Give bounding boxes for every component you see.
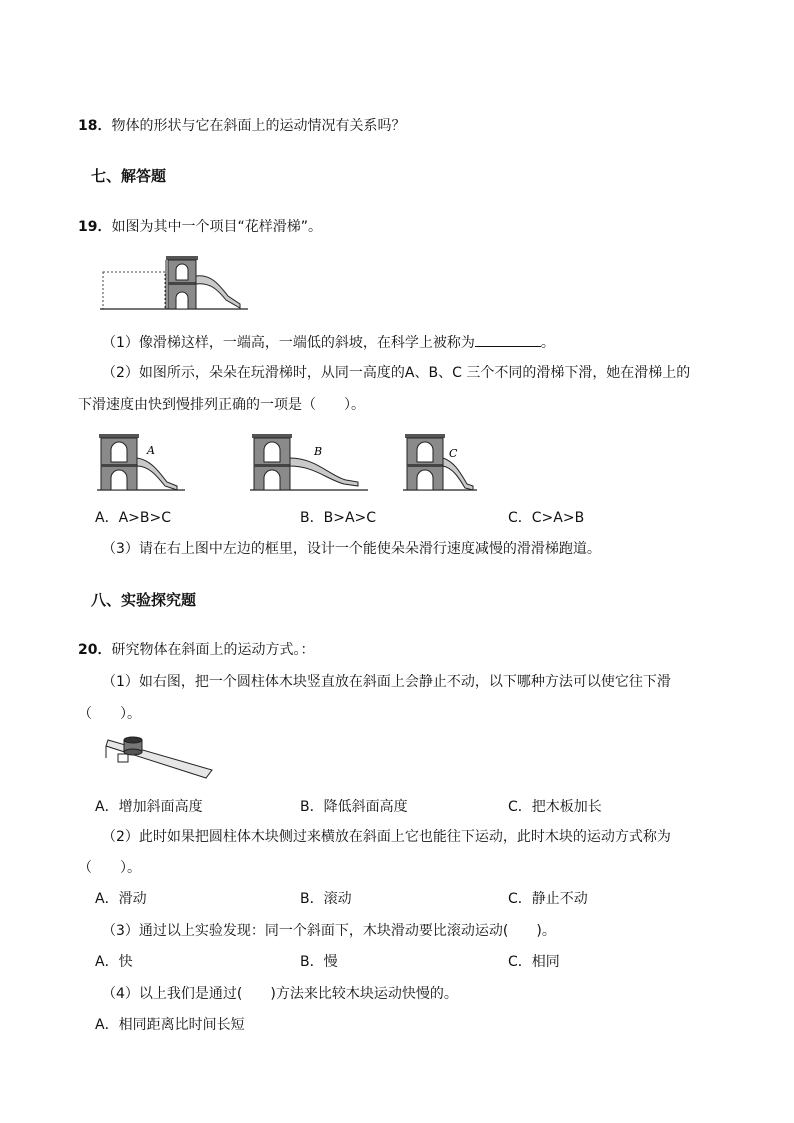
q20-sub2-option-c[interactable]: C．静止不动 [508, 891, 588, 907]
slide-label-a: A [147, 444, 155, 457]
q20-sub1-option-b[interactable]: B．降低斜面高度 [300, 799, 408, 815]
q20-sub3-option-b[interactable]: B．慢 [300, 954, 338, 970]
design-box [103, 272, 165, 309]
tower-window [176, 264, 188, 280]
incline-cylinder-figure [106, 734, 214, 780]
q20-sub1-option-a[interactable]: A．增加斜面高度 [95, 799, 203, 815]
q20-sub1-option-c[interactable]: C．把木板加长 [508, 799, 602, 815]
q19-option-c[interactable]: C．C>A>B [508, 510, 585, 526]
answer-blank[interactable] [475, 332, 541, 347]
support-block [118, 754, 128, 762]
q19-sub1: （1）像滑梯这样，一端高，一端低的斜坡，在科学上被称为 。 [102, 332, 555, 352]
slide-b-figure [250, 432, 370, 494]
q20-sub4-option-a[interactable]: A．相同距离比时间长短 [95, 1017, 245, 1033]
question-20 [78, 641, 314, 659]
q20-sub3-option-c[interactable]: C．相同 [508, 954, 560, 970]
slide-chute [196, 276, 240, 308]
q19-sub3: （3）请在右上图中左边的框里，设计一个能使朵朵滑行速度减慢的滑滑梯跑道。 [102, 541, 601, 557]
slide-with-design-box-figure [100, 252, 250, 314]
q19-option-b[interactable]: B．B>A>C [300, 510, 377, 526]
question-text: 研究物体在斜面上的运动方式。： [111, 642, 315, 658]
q20-sub2-option-b[interactable]: B．滚动 [300, 891, 352, 907]
section-title-7: 七、解答题 [91, 167, 167, 185]
tower-door [176, 292, 188, 309]
q20-sub3-option-a[interactable]: A．快 [95, 954, 133, 970]
tower-roof [166, 256, 198, 260]
slide-label-c: C [449, 447, 458, 460]
q19-sub2-line2: 下滑速度由快到慢排列正确的一项是（ ）。 [78, 397, 365, 413]
slide-label-b: B [314, 445, 323, 458]
q20-sub2-line2: （ ）。 [78, 860, 141, 876]
question-number: 18． [78, 118, 112, 134]
question-number: 19． [78, 219, 112, 235]
question-18 [78, 117, 405, 135]
question-19 [78, 218, 322, 236]
question-text: 物体的形状与它在斜面上的运动情况有关系吗？ [111, 118, 406, 134]
q20-sub4: （4）以上我们是通过( )方法来比较木块运动快慢的。 [102, 986, 458, 1002]
q20-sub1-line1: （1）如右图，把一个圆柱体木块竖直放在斜面上会静止不动，以下哪种方法可以使它往下滑 [102, 674, 671, 690]
question-text: 如图为其中一个项目“花样滑梯”。 [111, 219, 322, 235]
slide-a-figure [97, 432, 187, 494]
q20-sub3: （3）通过以上实验发现：同一个斜面下，木块滑动要比滚动运动( )。 [102, 923, 556, 939]
question-number: 20． [78, 642, 112, 658]
section-title-8: 八、实验探究题 [91, 591, 197, 609]
slide-c-figure [403, 432, 483, 494]
q20-sub2-line1: （2）此时如果把圆柱体木块侧过来横放在斜面上它也能往下运动，此时木块的运动方式称为 [102, 829, 671, 845]
q20-sub2-option-a[interactable]: A．滑动 [95, 891, 147, 907]
q19-sub2-line1: （2）如图所示，朵朵在玩滑梯时，从同一高度的A、B、C 三个不同的滑梯下滑，她在滑梯上的 [102, 365, 691, 381]
q20-sub1-line2: （ ）。 [78, 706, 141, 722]
q19-option-a[interactable]: A．A>B>C [95, 510, 171, 526]
